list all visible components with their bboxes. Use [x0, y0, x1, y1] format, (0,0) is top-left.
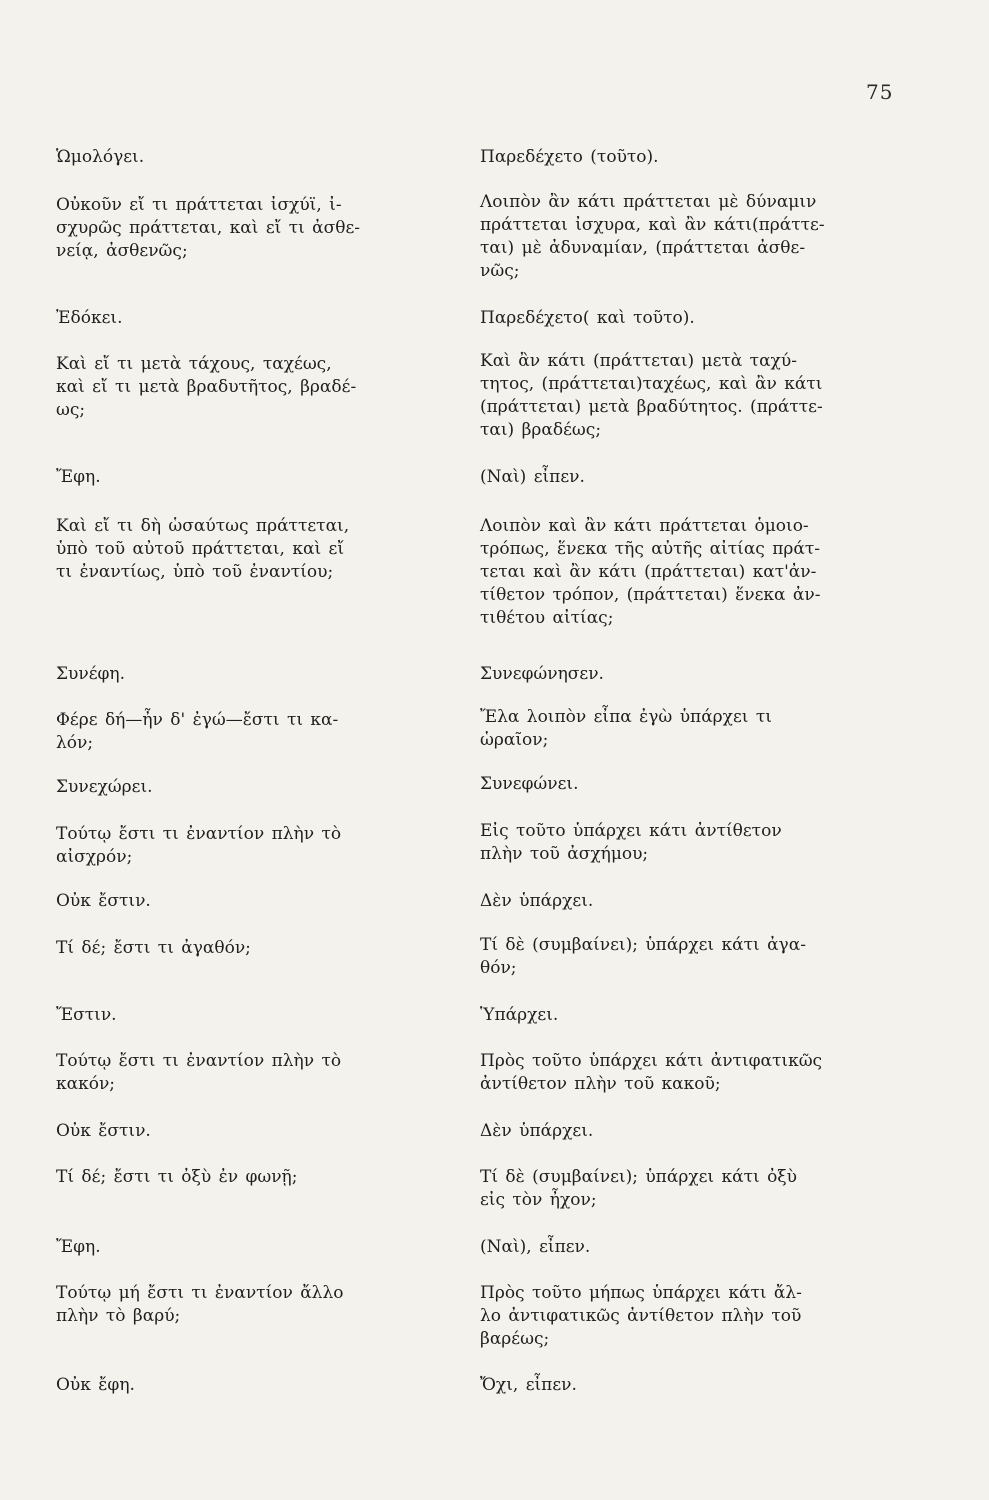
right-paragraph: Παρεδέχετο (τοῦτο). — [480, 147, 659, 167]
left-paragraph: Ἔστιν. — [56, 1005, 117, 1025]
right-paragraph: Ὑπάρχει. — [480, 1005, 559, 1025]
right-paragraph: Συνεφώνησεν. — [480, 664, 604, 684]
right-paragraph: Δὲν ὑπάρχει. — [480, 1121, 594, 1141]
left-paragraph: Συνέφη. — [56, 664, 125, 684]
left-paragraph: Ὡμολόγει. — [56, 147, 145, 167]
right-paragraph: Λοιπὸν καὶ ἂν κάτι πράττεται ὁμοιο- τρόπως, ἕνεκα τῆς αὐτῆς αἰτίας πράτ- τεται καὶ ἂν κάτι (πράττεται) κατ'ἀν- τίθετον τρόπον, (πράττεται) ἕνεκα ἀν- τιθέτου αἰτίας; — [480, 516, 821, 628]
left-paragraph: Φέρε δή—ἦν δ' ἐγώ—ἔστι τι κα- λόν; — [56, 710, 339, 753]
left-paragraph: Οὐκοῦν εἴ τι πράττεται ἰσχύϊ, ἰ- σχυρῶς πράττεται, καὶ εἴ τι ἀσθε- νείᾳ, ἀσθενῶς; — [56, 195, 361, 261]
right-paragraph: Πρὸς τοῦτο ὑπάρχει κάτι ἀντιφατικῶς ἀντίθετον πλὴν τοῦ κακοῦ; — [480, 1051, 823, 1094]
left-paragraph: Οὐκ ἔστιν. — [56, 891, 151, 911]
right-paragraph: Συνεφώνει. — [480, 774, 579, 794]
right-paragraph: (Ναὶ) εἶπεν. — [480, 467, 585, 487]
right-paragraph: Ἔλα λοιπὸν εἶπα ἐγὼ ὑπάρχει τι ὡραῖον; — [480, 707, 772, 750]
left-paragraph: Συνεχώρει. — [56, 777, 153, 797]
right-paragraph: Παρεδέχετο( καὶ τοῦτο). — [480, 308, 695, 328]
right-paragraph: Καὶ ἂν κάτι (πράττεται) μετὰ ταχύ- τητος, (πράττεται)ταχέως, καὶ ἂν κάτι (πράττεται) μετὰ βραδύτητος. (πράττε- ται) βραδέως; — [480, 351, 823, 440]
left-paragraph: Τί δέ; ἔστι τι ἀγαθόν; — [56, 938, 251, 958]
left-paragraph: Ἐδόκει. — [56, 308, 123, 328]
right-paragraph: Δὲν ὑπάρχει. — [480, 891, 594, 911]
left-paragraph: Τούτῳ μή ἔστι τι ἐναντίον ἄλλο πλὴν τὸ βαρύ; — [56, 1283, 344, 1326]
right-paragraph: Τί δὲ (συμβαίνει); ὑπάρχει κάτι ὀξὺ εἰς τὸν ἦχον; — [480, 1167, 798, 1210]
left-paragraph: Καὶ εἴ τι μετὰ τάχους, ταχέως, καὶ εἴ τι μετὰ βραδυτῆτος, βραδέ- ως; — [56, 354, 357, 420]
right-paragraph: Λοιπὸν ἂν κάτι πράττεται μὲ δύναμιν πράττεται ἰσχυρα, καὶ ἂν κάτι(πράττε- ται) μὲ ἀδυναμίαν, (πράττεται ἀσθε- νῶς; — [480, 192, 825, 281]
right-paragraph: Τί δὲ (συμβαίνει); ὑπάρχει κάτι ἀγα- θόν; — [480, 935, 806, 978]
left-paragraph: Τούτῳ ἔστι τι ἐναντίον πλὴν τὸ κακόν; — [56, 1051, 342, 1094]
left-paragraph: Καὶ εἴ τι δὴ ὡσαύτως πράττεται, ὑπὸ τοῦ αὐτοῦ πράττεται, καὶ εἴ τι ἐναντίως, ὑπὸ τοῦ ἐναντίου; — [56, 516, 350, 582]
left-paragraph: Οὐκ ἔφη. — [56, 1375, 135, 1395]
left-paragraph: Τούτῳ ἔστι τι ἐναντίον πλὴν τὸ αἰσχρόν; — [56, 824, 342, 867]
right-paragraph: Πρὸς τοῦτο μήπως ὑπάρχει κάτι ἄλ- λο ἀντιφατικῶς ἀντίθετον πλὴν τοῦ βαρέως; — [480, 1283, 802, 1349]
page-number: 75 — [866, 80, 894, 104]
right-paragraph: Εἰς τοῦτο ὑπάρχει κάτι ἀντίθετον πλὴν τοῦ ἀσχήμου; — [480, 821, 782, 864]
left-paragraph: Τί δέ; ἔστι τι ὀξὺ ἐν φωνῇ; — [56, 1167, 298, 1187]
left-paragraph: Ἔφη. — [56, 467, 101, 487]
left-paragraph: Οὐκ ἔστιν. — [56, 1121, 151, 1141]
left-paragraph: Ἔφη. — [56, 1237, 101, 1257]
right-paragraph: Ὄχι, εἶπεν. — [480, 1375, 577, 1395]
right-paragraph: (Ναὶ), εἶπεν. — [480, 1237, 591, 1257]
